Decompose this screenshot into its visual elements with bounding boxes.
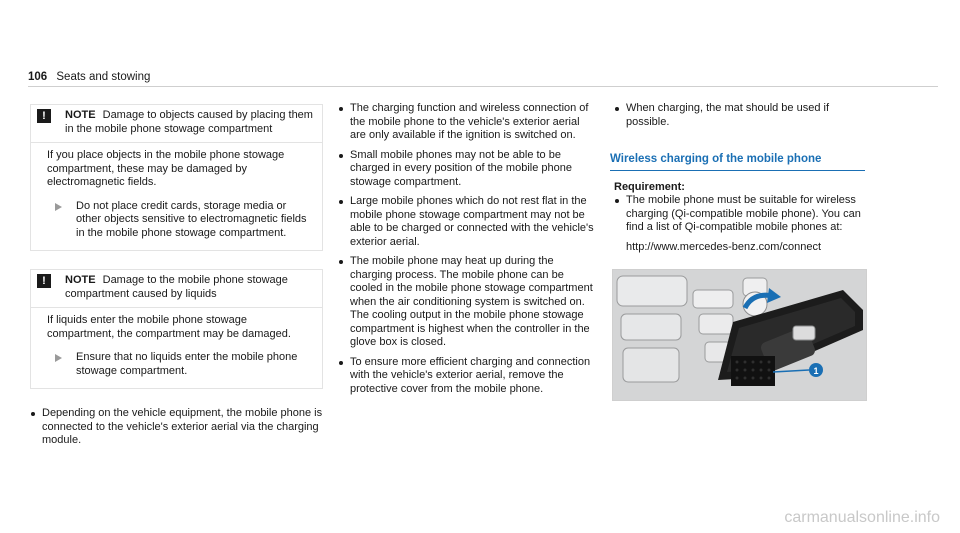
page-number: 106	[28, 71, 48, 83]
note-box-liquids	[30, 269, 323, 389]
note-body	[31, 143, 322, 250]
warning-icon: !	[37, 274, 51, 288]
note-heading	[65, 109, 314, 136]
list-item: The mobile phone must be suitable for wireless charging (Qi-compatible mobile phone). You can find a list of Qi-compatible mobile phones at:	[614, 194, 865, 235]
page-header	[28, 70, 938, 84]
arrow-right-icon	[55, 354, 62, 362]
section-name: Seats and stowing	[56, 71, 151, 83]
note-header	[31, 105, 322, 143]
list-item: The mobile phone may heat up during the charging process. The mobile phone can be cooled in the mobile phone stowage compartment when the air conditioning system is switched on. The cooling output in the mobile phone stowage compartment is highest when the controller in the glove box is closed.	[338, 255, 596, 350]
watermark: carmanualsonline.info	[784, 509, 940, 526]
charging-compartment-illustration	[613, 270, 866, 400]
requirement-label: Requirement:	[614, 180, 685, 193]
wireless-charging-figure	[612, 269, 867, 401]
column-3	[610, 102, 865, 254]
step-text: Do not place credit cards, storage media or other objects sensitive to electromagnetic fields in the mobile phone stowage compartment.	[76, 199, 307, 239]
header-divider	[28, 86, 938, 87]
note-body	[31, 308, 322, 388]
column-2	[338, 102, 596, 402]
note-box-objects	[30, 104, 323, 251]
bullet-list	[614, 102, 865, 129]
list-item: The charging function and wireless connection of the mobile phone to the vehicle's exterior aerial are only available if the ignition is switched on.	[338, 102, 596, 143]
note-title: Damage to the mobile phone stowage compartment caused by liquids	[65, 274, 288, 300]
bullet-list	[338, 102, 596, 396]
note-step	[55, 351, 314, 378]
note-label: NOTE	[65, 109, 96, 121]
note-header	[31, 270, 322, 308]
url-text: http://www.mercedes-benz.com/connect	[626, 240, 822, 253]
list-item: To ensure more efficient charging and connection with the vehicle's exterior aerial, remove the protective cover from the mobile phone.	[338, 356, 596, 397]
note-text: If you place objects in the mobile phone stowage compartment, these may be damaged by electromagnetic fields.	[47, 149, 285, 188]
callout-number: 1	[813, 366, 819, 376]
list-item: Depending on the vehicle equipment, the mobile phone is connected to the vehicle's exterior aerial via the charging module.	[30, 407, 323, 448]
column-1	[30, 104, 323, 454]
note-heading	[65, 274, 314, 301]
list-item: Large mobile phones which do not rest flat in the mobile phone stowage compartment may not be able to be charged or connected with the vehicle's exterior aerial.	[338, 195, 596, 249]
requirement-list	[614, 194, 865, 235]
arrow-right-icon	[55, 203, 62, 211]
section-heading: Wireless charging of the mobile phone	[610, 153, 865, 171]
list-item: When charging, the mat should be used if possible.	[614, 102, 865, 129]
list-item: Small mobile phones may not be able to be charged in every position of the mobile phone stowage compartment.	[338, 149, 596, 190]
note-step	[55, 200, 314, 241]
step-text: Ensure that no liquids enter the mobile phone stowage compartment.	[76, 351, 298, 377]
note-title: Damage to objects caused by placing them in the mobile phone stowage compartment	[65, 109, 313, 135]
note-label: NOTE	[65, 274, 96, 286]
warning-icon: !	[37, 109, 51, 123]
bullet-list	[30, 407, 323, 448]
note-text: If liquids enter the mobile phone stowage compartment, the compartment may be damaged.	[47, 314, 291, 340]
